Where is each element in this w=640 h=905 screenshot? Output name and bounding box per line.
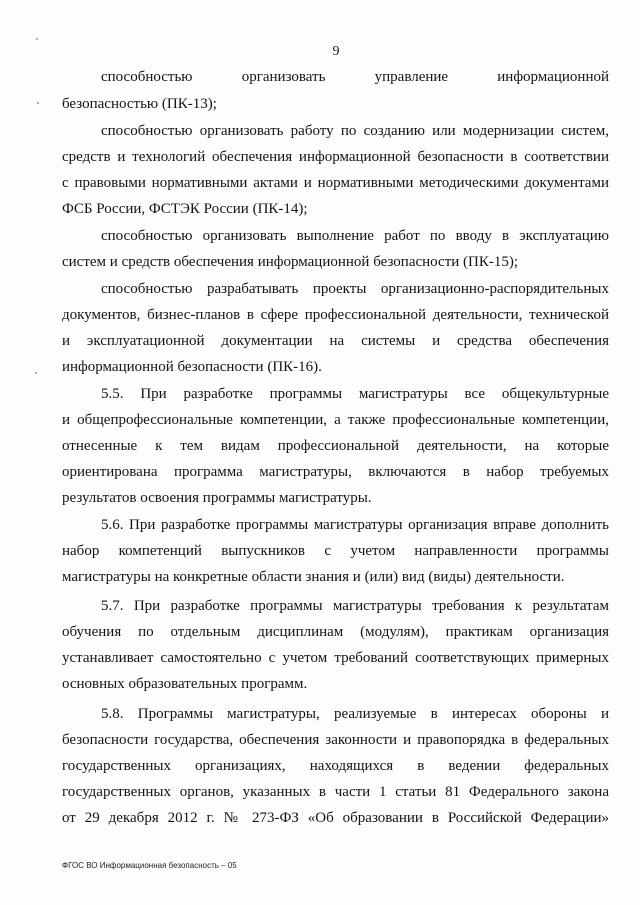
text-line: 5.5. При разработке программы магистратуры все общекультурные: [101, 386, 609, 402]
text-line: информационной безопасности (ПК-16).: [62, 359, 322, 375]
text-line: документов, бизнес-планов в сфере профессиональной деятельности, технической: [62, 307, 609, 323]
text-line: способностью разрабатывать проекты организационно-распорядительных: [101, 281, 609, 297]
scan-speck: [36, 38, 38, 40]
text-line: ориентирована программа магистратуры, включаются в набор требуемых: [62, 464, 609, 480]
text-line: способностью организовать работу по созданию или модернизации систем,: [101, 123, 609, 139]
scan-speck: [35, 372, 37, 374]
text-line: 5.7. При разработке программы магистратуры требования к результатам: [101, 598, 609, 614]
text-line: и общепрофессиональные компетенции, а также профессиональные компетенции,: [62, 412, 609, 428]
text-line: и эксплуатационной документации на системы и средства обеспечения: [62, 333, 609, 349]
text-line: набор компетенций выпускников с учетом направленности программы: [62, 543, 609, 559]
text-line: безопасностью (ПК-13);: [62, 96, 217, 112]
page-number: 9: [332, 44, 340, 59]
text-line: государственных органов, указанных в части 1 статьи 81 Федерального закона: [62, 784, 609, 800]
text-line: ФСБ России, ФСТЭК России (ПК-14);: [62, 201, 308, 217]
text-line: от 29 декабря 2012 г. № 273-ФЗ «Об образовании в Российской Федерации»: [62, 810, 609, 826]
text-line: безопасности государства, обеспечения законности и правопорядка в федеральных: [62, 732, 609, 748]
scan-speck: [37, 102, 39, 104]
text-line: способностью организовать управление информационной: [101, 69, 609, 85]
text-line: 5.6. При разработке программы магистратуры организация вправе дополнить: [101, 517, 609, 533]
text-line: 5.8. Программы магистратуры, реализуемые в интересах обороны и: [101, 706, 609, 722]
text-line: устанавливает самостоятельно с учетом требований соответствующих примерных: [62, 650, 609, 666]
text-line: систем и средств обеспечения информационной безопасности (ПК-15);: [62, 254, 519, 270]
text-line: государственных организациях, находящихся в ведении федеральных: [62, 758, 609, 774]
text-line: обучения по отдельным дисциплинам (модулям), практикам организация: [62, 624, 609, 640]
text-line: способностью организовать выполнение работ по вводу в эксплуатацию: [101, 228, 609, 244]
page-footer: ФГОС ВО Информационная безопасность – 05: [62, 861, 237, 870]
text-line: результатов освоения программы магистратуры.: [62, 490, 372, 506]
text-line: средств и технологий обеспечения информационной безопасности в соответствии: [62, 149, 609, 165]
text-line: магистратуры на конкретные области знания и (или) вид (виды) деятельности.: [62, 569, 565, 585]
text-line: отнесенные к тем видам профессиональной деятельности, на которые: [62, 438, 609, 454]
text-line: основных образовательных программ.: [62, 676, 308, 692]
text-line: с правовыми нормативными актами и нормативными методическими документами: [62, 175, 609, 191]
